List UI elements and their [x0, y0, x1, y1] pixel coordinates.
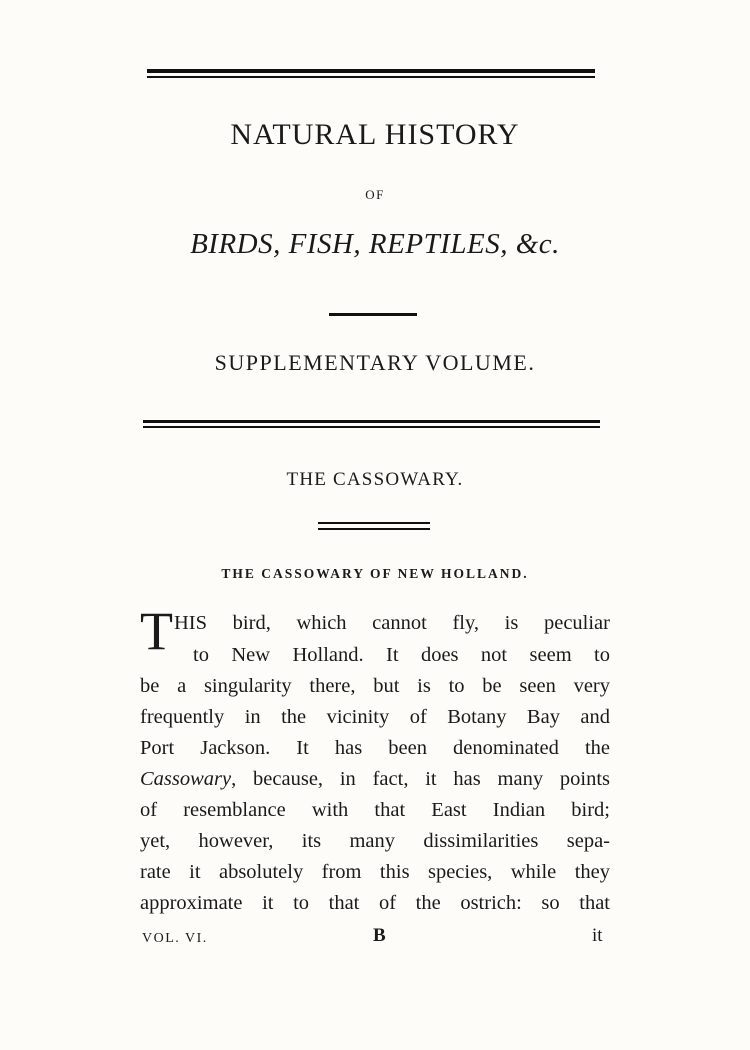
text-line: of resemblance with that East Indian bird; [140, 799, 610, 821]
text-line: Cassowary, because, in fact, it has many points [140, 768, 610, 790]
chapter-rule-bottom [318, 528, 430, 530]
middle-rule-thin [143, 426, 600, 428]
middle-rule-thick [143, 420, 600, 423]
text-line: Port Jackson. It has been denominated the [140, 737, 610, 759]
supplementary-volume-heading: SUPPLEMENTARY VOLUME. [214, 350, 536, 375]
text-line: HIS bird, which cannot fly, is peculiar [174, 612, 610, 634]
chapter-title: THE CASSOWARY. [286, 469, 464, 490]
chapter-rule-top [318, 522, 430, 524]
signature-mark: B [373, 925, 386, 946]
top-rule-thick [147, 69, 595, 73]
top-rule-thin [147, 76, 595, 78]
drop-cap: T [140, 601, 173, 661]
text-line: rate it absolutely from this species, while they [140, 861, 610, 883]
text-line: to New Holland. It does not seem to [193, 644, 610, 666]
section-subtitle: THE CASSOWARY OF NEW HOLLAND. [221, 566, 529, 581]
text-line: approximate it to that of the ostrich: so that [140, 892, 610, 914]
title-natural-history: NATURAL HISTORY [230, 118, 520, 151]
text-line: frequently in the vicinity of Botany Bay and [140, 706, 610, 728]
text-line: be a singularity there, but is to be seen very [140, 675, 610, 697]
short-rule [329, 313, 417, 316]
text-line: yet, however, its many dissimilarities sepa- [140, 830, 610, 852]
title-of: OF [365, 187, 385, 202]
volume-number: VOL. VI. [142, 931, 208, 946]
title-birds-fish-reptiles: BIRDS, FISH, REPTILES, &c. [190, 228, 560, 260]
catchword: it [592, 925, 603, 946]
